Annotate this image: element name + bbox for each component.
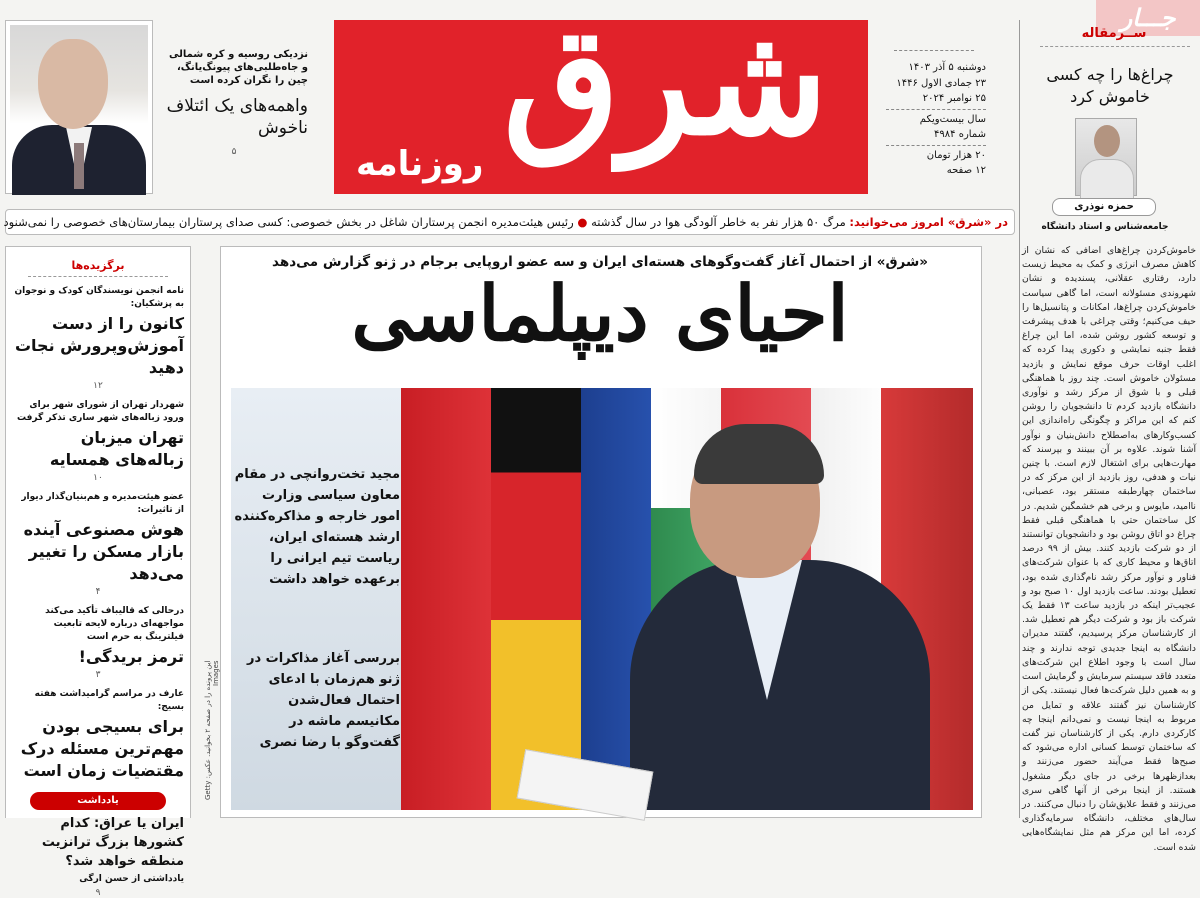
meta-price: ۲۰ هزار تومان [926, 149, 986, 161]
list-item[interactable] [6, 605, 190, 680]
main-headline[interactable]: احیای دیپلماسی [351, 269, 849, 358]
item-title: برای بسیجی بودن مهم‌ترین مسئله درک مقتضیات زمان است [20, 717, 184, 780]
corner-tag: جـــار [1096, 0, 1200, 36]
top-left-photo [5, 20, 153, 194]
top-left-page: ۵ [231, 147, 237, 157]
photo-credit: این پرونده را در صفحه ۲ بخوانید. عکس: Getty Images [204, 660, 220, 800]
main-kicker: «شرق» از احتمال آغاز گفت‌وگوهای هسته‌ای ایران و سه عضو اروپایی برجام در ژنو گزارش می‌دهد [272, 254, 928, 270]
meta-pages: ۱۲ صفحه [946, 165, 986, 176]
item-page: ۱۰ [93, 473, 103, 483]
note-title: ایران یا عراق: کدام کشورها بزرگ ترانزیت منطقه خواهد شد؟ [41, 816, 184, 869]
note-tag: یادداشت [30, 792, 166, 810]
item-title: کانون را از دست آموزش‌وپرورش نجات دهید [14, 314, 184, 377]
logo-sub-text: روزنامه [356, 144, 484, 184]
today-ticker: در «شرق» امروز می‌خوانید: مرگ ۵۰ هزار نفر به خاطر آلودگی هوا در سال گذشته ● رئیس هیئت‌مدیره انجمن پرستاران شاغل در بخش خصوصی: کسی صدای پرستاران بیمارستان‌های خصوصی را نمی‌شنود [5, 209, 1015, 235]
list-item[interactable] [6, 399, 190, 483]
photo-caption-2: بررسی آغاز مذاکرات در ژنو هم‌زمان با ادعای احتمال فعال‌شدن مکانیسم ماشه در گفت‌وگو با رضا نصری [246, 651, 400, 750]
author-avatar [1075, 118, 1137, 196]
item-page: ۴ [95, 587, 101, 597]
editorial-title[interactable]: چراغ‌ها را چه کسی خاموش کرد [1046, 65, 1174, 106]
item-kicker: شهردار تهران از شورای شهر برای ورود زباله‌های شهر ساری تذکر گرفت [16, 400, 184, 423]
item-title: تهران میزبان زباله‌های همسایه [49, 428, 184, 469]
logo-main-text: شرق [503, 0, 828, 169]
author-name: حمزه نوذری [1052, 198, 1156, 216]
meta-date: دوشنبه ۵ آذر ۱۴۰۳ [908, 62, 986, 73]
note-page: ۹ [95, 888, 101, 898]
note-author: یادداشتی از حسن ارگی [79, 874, 184, 884]
list-item[interactable] [6, 491, 190, 597]
meta-hijri: ۲۳ جمادی الاول ۱۴۴۶ [896, 77, 986, 89]
top-left-kicker: نزدیکی روسیه و کره شمالی و جاه‌طلبی‌های پیونگ‌یانگ، چین را نگران کرده است [169, 49, 308, 86]
ticker-item[interactable]: رئیس هیئت‌مدیره انجمن پرستاران شاغل در بخش خصوصی: کسی صدای پرستاران بیمارستان‌های خصوصی را نمی‌شنود [3, 215, 574, 229]
highlights-label: برگزیده‌ها [71, 259, 125, 272]
newspaper-logo [334, 0, 868, 194]
item-page: ۳ [95, 670, 101, 680]
meta-year: سال بیست‌ویکم [919, 113, 986, 125]
issue-meta [886, 60, 986, 179]
item-kicker: عارف در مراسم گرامیداشت هفته بسیج: [34, 689, 184, 712]
item-title: هوش مصنوعی آینده بازار مسکن را تغییر می‌دهد [23, 520, 184, 583]
highlights-column [5, 246, 191, 898]
item-kicker: عضو هیئت‌مدیره و هم‌بنیان‌گذار دیوار از تاثیرات: [21, 492, 184, 515]
top-left-story[interactable] [160, 48, 308, 157]
item-page: ۱۲ [93, 381, 103, 391]
item-kicker: نامه انجمن نویسندگان کودک و نوجوان به پزشکیان: [14, 286, 184, 309]
item-kicker: درحالی که قالیباف تأکید می‌کند مواجهه‌ای درباره لایحه تابعیت فیلترینگ به حرم است [45, 606, 184, 642]
editorial-body: خاموش‌کردن چراغ‌های اضافی که نشان از کاهش مصرف انرژی و کمک به محیط زیست دارد، رفتاری عقلانی، پسندیده و نشان شهروندی مسئولانه است، اما گاهی سیاست خاموش‌کردن چراغ‌ها، امکانات و پتانسیل‌ها را حیف می‌کنیم؛ وقتی چراغی با هدف پیشرفت و توسعه کشور روشن شده، اما این چراغ فقط جنبه نمایشی و دکوری پیدا کرده که اغلب اوقات حرف موقع نمایش و بازدید مسئولان خاموش است. چند روز با هماهنگی قبلی و با شوق از مرکز رشد و نوآوری دانشگاه بازدید کردم تا دانشجویان را روشن کنم که این مراکز و چگونگی راه‌اندازی این کسب‌وکارهای به‌اصطلاح دانش‌بنیان و نوآور آشنا شوند. علاوه بر آن ببینند و بپرسند که مهارت‌هایی برای اشتغال لازم است. با چنین نیات و هدفی، روز بازدید از این مرکز که در ساختمان چهارطبقه مستقر بود، عصبانی، ناامید، مایوس و برخی هم خشمگین شدیم. در کل ساختمان حتی با هماهنگی قبلی فقط چراغ دو اتاق روشن بود و دانشجویان توانستند از دو شرکت بازدید کنند. بیش از ۹۹ درصد اتاق‌ها و محیط کاری که با عنوان شرکت‌های فناور و نوآور مرکز رشد نام‌گذاری شده بود، تعطیل بودند. ساعت بازدید اول ۱۰ صبح بود و عجیب‌تر اینکه در بازدید ساعت ۱۳ فقط یک شرکت باز بود و شرکت دیگر هم تعطیل شد. از کارشناسان مرکز پرسیدیم، گفتند مدیران دانشگاه به اینجا جدیدی توجه ندارند و چند سال است با وجود اطلاع این شرکت‌های متعدد فاقد سیستم سرمایش و گرمایش است و به همین دلیل شرکت‌ها فعال نیستند. یکی از کارشناسان نیز گفتند علاقه و تمایل من مربوط به اینجا نیست و نمی‌دانم اینجا چه کارکردی دارم. یکی از کارشناسان نیز گفت که ساختمان توسط کسانی اداره می‌شود که صبح‌ها فقط می‌آیند حضور می‌زنند و بعدازظهرها برخی در جای دیگر مشغول هستند. از اینجا برخی از آنها گاهی سری می‌زنند و فقط علایق‌شان را دنبال می‌کنند. در سال‌های مختلف، دانشگاه سرمایه‌گذاری کرده، اما این مرکز هم مثل نمایشگاه‌هایی شده است. [1022, 245, 1196, 853]
ticker-label: در «شرق» امروز می‌خوانید: [849, 215, 1008, 229]
top-left-title: واهمه‌های یک ائتلاف ناخوش [166, 96, 308, 138]
list-item[interactable] [6, 285, 190, 391]
editorial-label: ســرمقاله [1081, 26, 1147, 41]
author-role: جامعه‌شناس و استاد دانشگاه [1041, 222, 1169, 232]
meta-issue: شماره ۴۹۸۴ [934, 129, 986, 140]
list-item[interactable] [6, 688, 190, 782]
meta-gregorian: ۲۵ نوامبر ۲۰۲۴ [922, 93, 986, 104]
ticker-item[interactable]: مرگ ۵۰ هزار نفر به خاطر آلودگی هوا در سال گذشته [591, 215, 846, 229]
item-title: ترمز بریدگی! [78, 647, 184, 666]
photo-caption-1: مجید تخت‌روانچی در مقام معاون سیاسی وزارت امور خارجه و مذاکره‌کننده ارشد هسته‌ای ایران، ریاست تیم ایرانی را برعهده خواهد داشت [234, 467, 400, 587]
list-item[interactable] [6, 814, 190, 898]
